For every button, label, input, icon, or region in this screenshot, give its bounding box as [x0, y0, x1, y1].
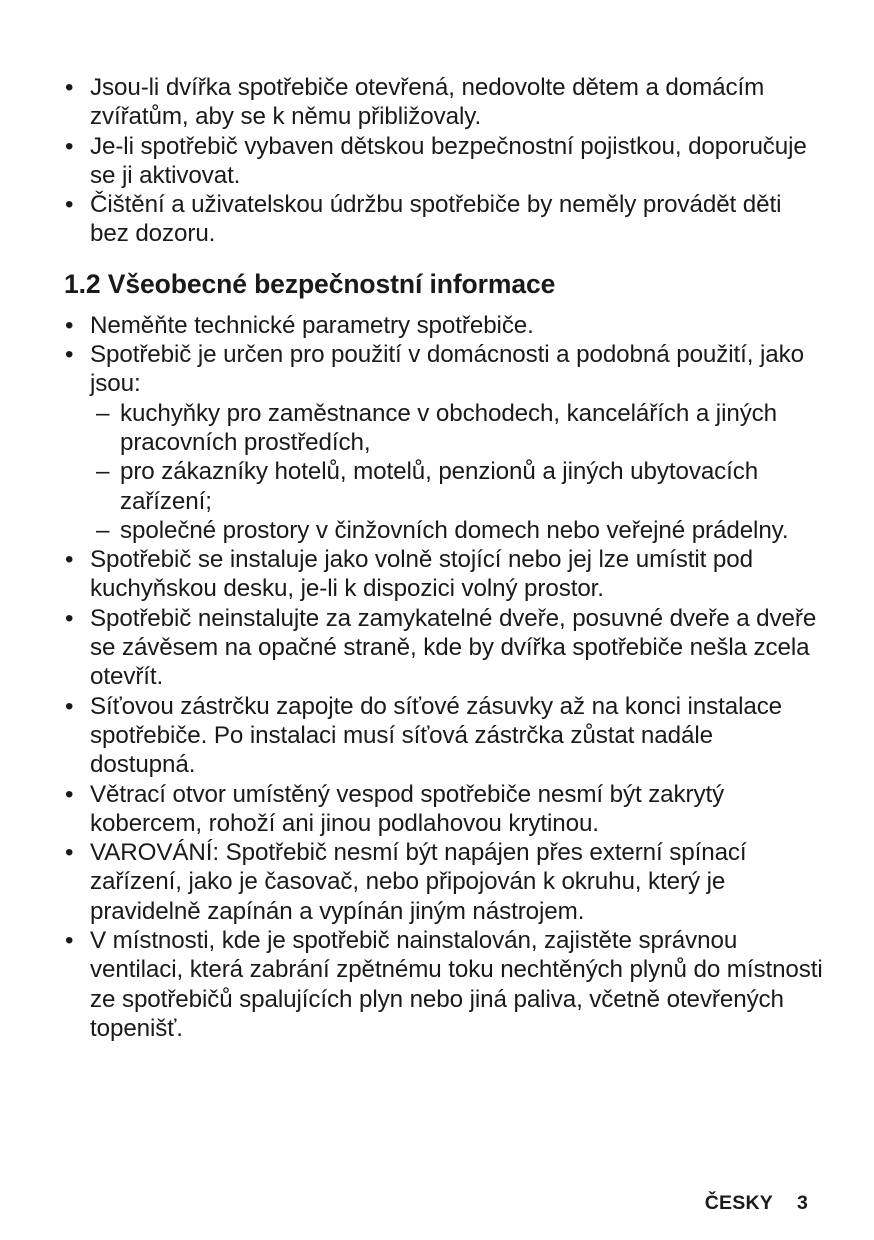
language-label: ČESKY [704, 1192, 773, 1214]
list-item: • Spotřebič se instaluje jako volně stojící nebo jej lze umístit pod kuchyňskou desku, je-li k dispozici volný prostor. [64, 545, 824, 604]
list-item-text: Spotřebič je určen pro použití v domácnosti a podobná použití, jako jsou: [90, 341, 804, 398]
list-item: • V místnosti, kde je spotřebič nainstalován, zajistěte správnou ventilaci, která zabrání zpětnému toku nechtěných plynů do místnosti ze spotřebičů spalujících plyn nebo jiná paliva, včetně otevřených topenišť. [64, 926, 824, 1043]
page-number: 3 [796, 1192, 808, 1214]
list-item: • Je-li spotřebič vybaven dětskou bezpečnostní pojistkou, doporučuje se ji aktivovat. [64, 132, 824, 191]
list-item: • Čištění a uživatelskou údržbu spotřebiče by neměly provádět děti bez dozoru. [64, 190, 824, 249]
top-bullet-list [64, 73, 824, 249]
page-footer [705, 1192, 808, 1215]
sub-list [90, 399, 824, 545]
list-item: • Neměňte technické parametry spotřebiče. [64, 311, 824, 340]
list-item: • Spotřebič neinstalujte za zamykatelné dveře, posuvné dveře a dveře se závěsem na opačné straně, kde by dvířka spotřebiče nešla zcela otevřít. [64, 604, 824, 692]
sub-list-item: – společné prostory v činžovních domech nebo veřejné prádelny. [90, 516, 824, 545]
list-item: • VAROVÁNÍ: Spotřebič nesmí být napájen přes externí spínací zařízení, jako je časovač, nebo připojován k okruhu, který je pravidelně zapínán a vypínán jiným nástrojem. [64, 838, 824, 926]
manual-page-content [64, 73, 824, 1043]
sub-list-item: – pro zákazníky hotelů, motelů, penzionů a jiných ubytovacích zařízení; [90, 457, 824, 516]
sub-list-item: – kuchyňky pro zaměstnance v obchodech, kancelářích a jiných pracovních prostředích, [90, 399, 824, 458]
list-item: • Síťovou zástrčku zapojte do síťové zásuvky až na konci instalace spotřebiče. Po instalaci musí síťová zástrčka zůstat nadále dostupná. [64, 692, 824, 780]
section-heading: 1.2 Všeobecné bezpečnostní informace [64, 268, 556, 299]
list-item: • Jsou-li dvířka spotřebiče otevřená, nedovolte dětem a domácím zvířatům, aby se k němu přibližovaly. [64, 73, 824, 132]
list-item-with-sublist [64, 340, 824, 545]
list-item: • Větrací otvor umístěný vespod spotřebiče nesmí být zakrytý kobercem, rohoží ani jinou podlahovou krytinou. [64, 780, 824, 839]
section-bullet-list [64, 311, 824, 1043]
